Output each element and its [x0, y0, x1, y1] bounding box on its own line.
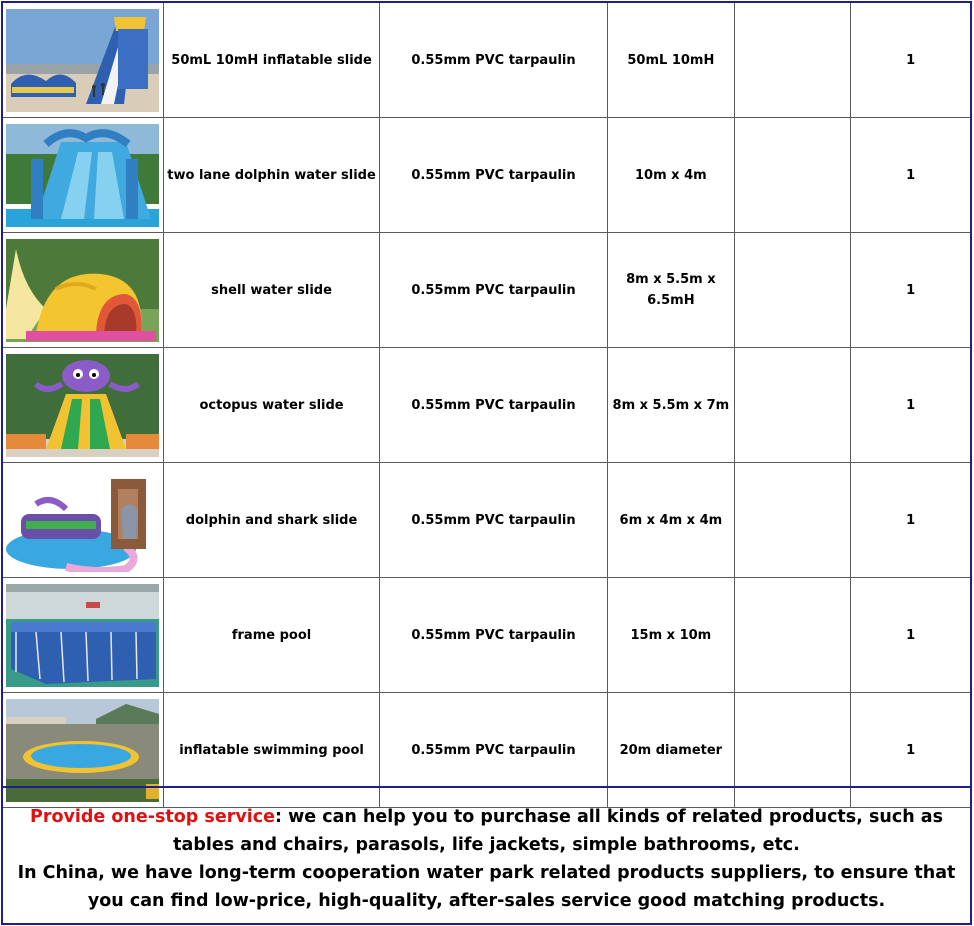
- empty-cell: [734, 3, 850, 118]
- empty-cell: [734, 578, 850, 693]
- product-image-cell: [3, 118, 163, 233]
- product-quantity: 1: [851, 233, 970, 348]
- product-material: 0.55mm PVC tarpaulin: [380, 693, 607, 808]
- product-material: 0.55mm PVC tarpaulin: [380, 233, 607, 348]
- product-quantity: 1: [851, 578, 970, 693]
- product-image-cell: [3, 348, 163, 463]
- frame-pool-photo: [6, 584, 159, 687]
- product-quantity: 1: [851, 3, 970, 118]
- table-row: [3, 348, 970, 463]
- product-sheet: [1, 1, 972, 925]
- product-material: 0.55mm PVC tarpaulin: [380, 3, 607, 118]
- table-row: [3, 578, 970, 693]
- table-row: [3, 233, 970, 348]
- product-name: dolphin and shark slide: [163, 463, 379, 578]
- product-size: 8m x 5.5m x 7m: [607, 348, 734, 463]
- dolphin-water-slide-photo: [6, 124, 159, 227]
- product-material: 0.55mm PVC tarpaulin: [380, 578, 607, 693]
- tall-blue-inflatable-slide-photo: [6, 9, 159, 112]
- empty-cell: [734, 233, 850, 348]
- product-quantity: 1: [851, 463, 970, 578]
- product-size: 8m x 5.5m x 6.5mH: [607, 233, 734, 348]
- product-name: 50mL 10mH inflatable slide: [163, 3, 379, 118]
- product-size: 20m diameter: [607, 693, 734, 808]
- product-size: 6m x 4m x 4m: [607, 463, 734, 578]
- product-quantity: 1: [851, 693, 970, 808]
- dolphin-shark-slide-photo: [6, 469, 159, 572]
- product-name: octopus water slide: [163, 348, 379, 463]
- octopus-water-slide-photo: [6, 354, 159, 457]
- table-row: [3, 3, 970, 118]
- service-text: : we can help you to purchase all kinds of related products, such as tables and chairs, parasols, life jackets, simple bathrooms, etc.: [173, 807, 943, 855]
- product-size: 10m x 4m: [607, 118, 734, 233]
- service-lead: Provide one-stop service: [30, 807, 275, 827]
- product-name: frame pool: [163, 578, 379, 693]
- product-size: 50mL 10mH: [607, 3, 734, 118]
- product-material: 0.55mm PVC tarpaulin: [380, 348, 607, 463]
- table-row: [3, 118, 970, 233]
- empty-cell: [734, 118, 850, 233]
- empty-cell: [734, 348, 850, 463]
- product-image-cell: [3, 463, 163, 578]
- shell-water-slide-photo: [6, 239, 159, 342]
- product-image-cell: [3, 578, 163, 693]
- product-name: shell water slide: [163, 233, 379, 348]
- product-image-cell: [3, 233, 163, 348]
- product-material: 0.55mm PVC tarpaulin: [380, 463, 607, 578]
- service-note: [3, 786, 970, 923]
- product-material: 0.55mm PVC tarpaulin: [380, 118, 607, 233]
- product-name: inflatable swimming pool: [163, 693, 379, 808]
- product-size: 15m x 10m: [607, 578, 734, 693]
- product-quantity: 1: [851, 348, 970, 463]
- product-quantity: 1: [851, 118, 970, 233]
- table-row: [3, 463, 970, 578]
- product-table: [3, 3, 970, 808]
- product-image-cell: [3, 3, 163, 118]
- product-name: two lane dolphin water slide: [163, 118, 379, 233]
- empty-cell: [734, 463, 850, 578]
- cooperation-text: In China, we have long-term cooperation water park related products suppliers, to ensure that you can find low-price, high-quality, after-sales service good matching products.: [17, 863, 956, 911]
